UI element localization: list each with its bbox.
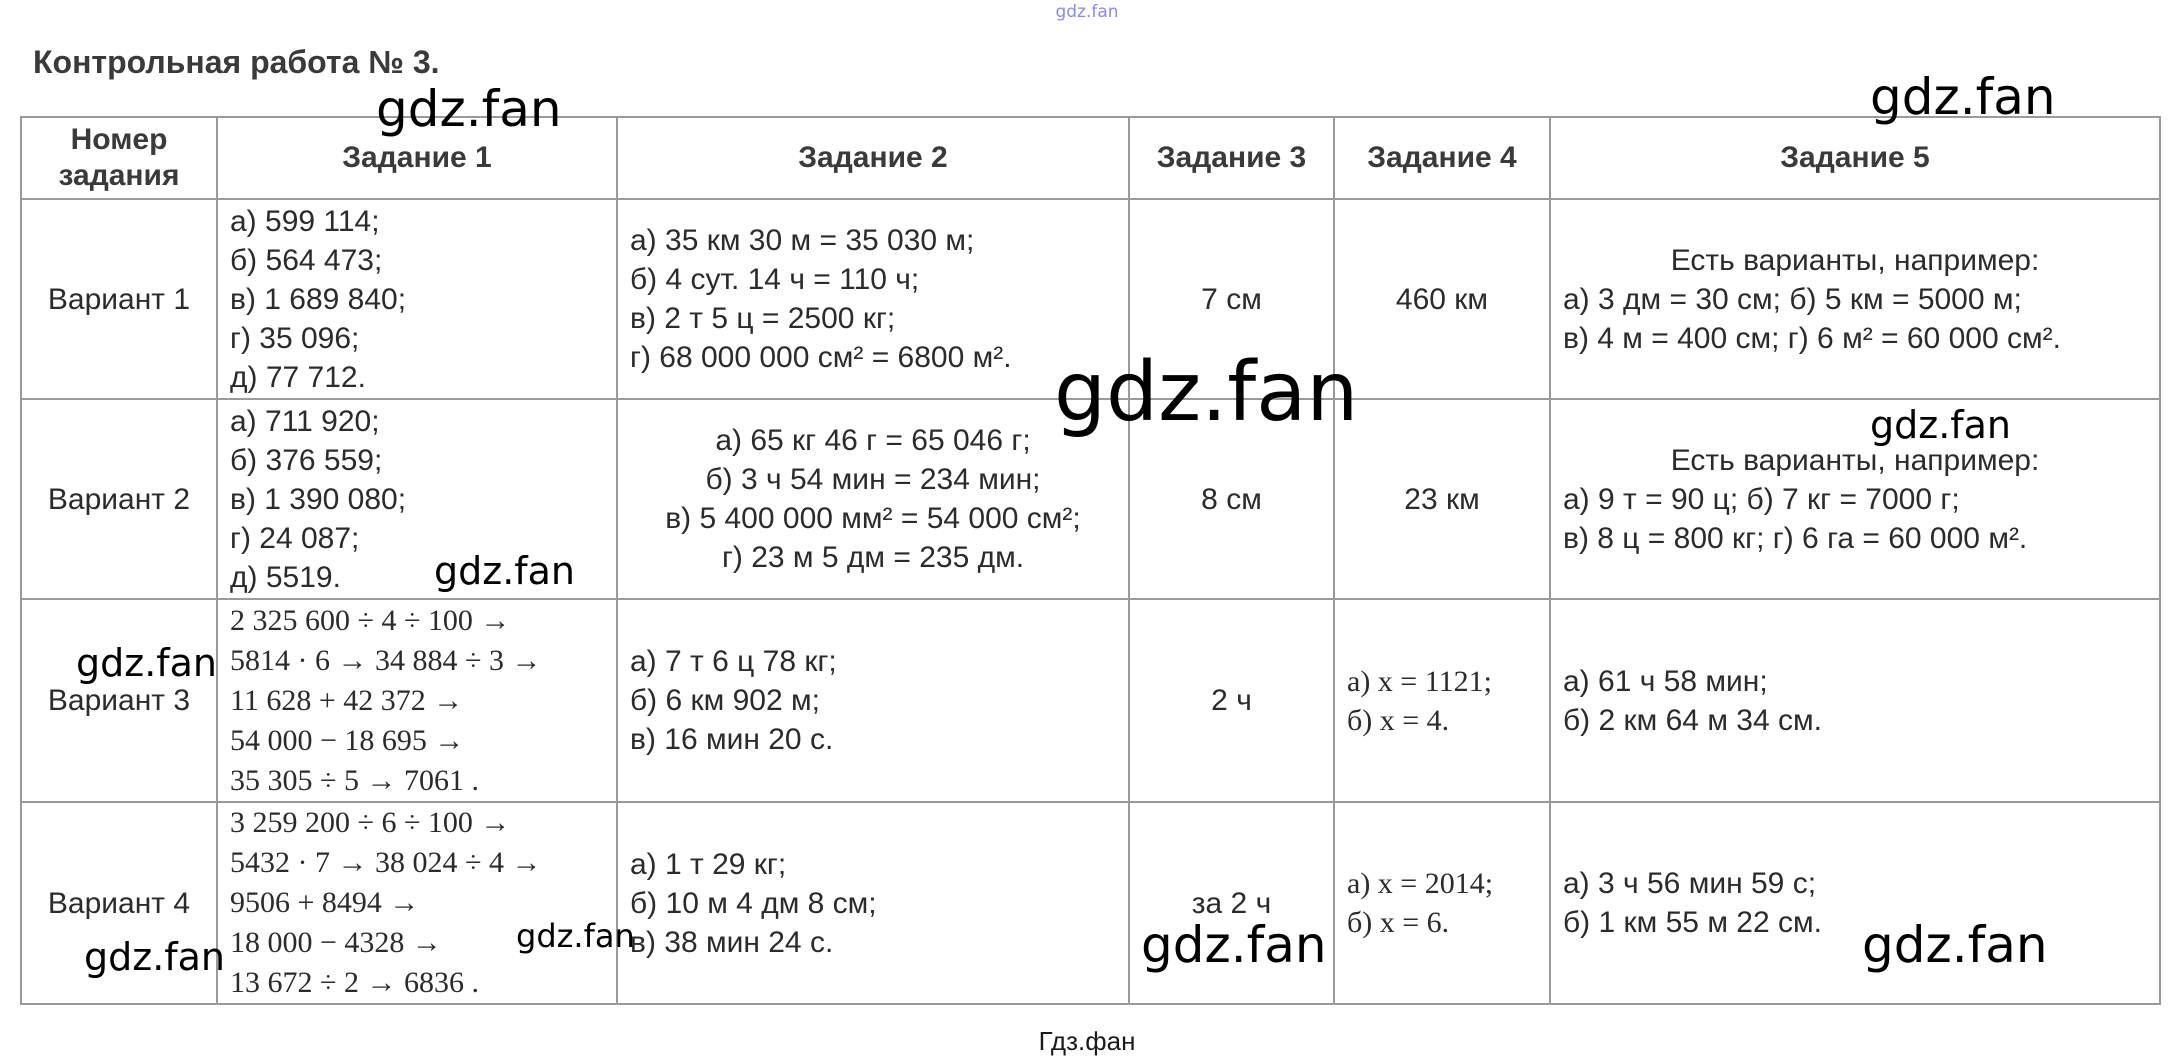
column-header: Номер задания — [21, 117, 217, 199]
task1-cell — [217, 802, 617, 1004]
answer-line: в) 1 689 840; — [230, 282, 407, 316]
answer-line: г) 23 м 5 дм = 235 дм. — [721, 541, 1025, 574]
top-watermark: gdz.fan — [1055, 2, 1119, 22]
task4-cell — [1334, 802, 1550, 1004]
answer-line: 5814 · 6 → 34 884 ÷ 3 → — [230, 643, 542, 677]
answer-line: а) 1 т 29 кг; — [630, 847, 787, 881]
watermark: gdz.fan — [1870, 403, 2012, 447]
answer-line: 2 325 600 ÷ 4 ÷ 100 → — [230, 603, 511, 637]
answer-line: б) 3 ч 54 мин = 234 мин; — [705, 463, 1041, 496]
answer-line: 13 672 ÷ 2 → 6836 . — [230, 966, 479, 999]
answer-line: г) 24 087; — [230, 521, 360, 555]
column-header: Задание 4 — [1334, 117, 1550, 199]
answer-line: а) 711 920; — [230, 404, 380, 438]
task4-cell — [1334, 399, 1550, 599]
answer-line: в) 38 мин 24 с. — [630, 925, 834, 959]
answer-line: 3 259 200 ÷ 6 ÷ 100 → — [230, 806, 511, 839]
watermark: gdz.fan — [516, 917, 635, 955]
watermark: gdz.fan — [1862, 916, 2048, 974]
answer-line: 35 305 ÷ 5 → 7061 . — [230, 763, 479, 797]
task4-cell — [1334, 599, 1550, 802]
answer-line: б) 10 м 4 дм 8 см; — [630, 886, 877, 920]
answer-line: г) 35 096; — [230, 321, 360, 355]
answer-line: б) 1 км 55 м 22 см. — [1563, 906, 1822, 939]
watermark: gdz.fan — [376, 80, 562, 138]
page-title: Контрольная работа № 3. — [33, 44, 440, 80]
task5-cell — [1550, 399, 2160, 599]
answer-line: а) 65 кг 46 г = 65 046 г; — [715, 424, 1031, 457]
answer-line: в) 4 м = 400 см; г) 6 м² = 60 000 см². — [1563, 321, 2061, 355]
answer-line: а) 35 км 30 м = 35 030 м; — [630, 224, 975, 257]
watermark: gdz.fan — [1870, 68, 2056, 126]
watermark: gdz.fan — [434, 549, 576, 593]
answer-line: а) x = 2014; — [1347, 867, 1494, 900]
task2-cell — [617, 599, 1129, 802]
answer-line: в) 1 390 080; — [230, 482, 407, 516]
watermark: gdz.fan — [76, 641, 218, 685]
table-row — [21, 802, 2160, 1004]
task5-cell — [1550, 802, 2160, 1004]
answer-line: б) x = 4. — [1347, 703, 1450, 737]
task3-cell: 2 ч — [1129, 599, 1334, 802]
task2-cell — [617, 199, 1129, 399]
answer-note: Есть варианты, например: — [1670, 443, 2040, 477]
row-label: Вариант 3 — [21, 599, 217, 802]
task5-cell — [1550, 599, 2160, 802]
answer-line: 18 000 − 4328 → — [230, 926, 442, 959]
answer-line: б) 6 км 902 м; — [630, 684, 820, 717]
answer-line: в) 16 мин 20 с. — [630, 723, 834, 756]
answer-line: а) 61 ч 58 мин; — [1563, 664, 1768, 698]
answer-line: в) 2 т 5 ц = 2500 кг; — [630, 302, 896, 335]
table-header-row — [21, 117, 2160, 199]
answer-line: 460 км — [1395, 282, 1489, 316]
answer-line: б) 376 559; — [230, 443, 383, 477]
answer-line: а) x = 1121; — [1347, 664, 1492, 698]
answer-line: б) 2 км 64 м 34 см. — [1563, 703, 1822, 737]
answer-line: а) 599 114; — [230, 204, 380, 238]
answer-line: 23 км — [1404, 482, 1480, 516]
answer-line: в) 8 ц = 800 кг; г) 6 га = 60 000 м². — [1563, 521, 2028, 555]
answer-line: д) 5519. — [230, 560, 341, 594]
task5-cell — [1550, 199, 2160, 399]
answer-line: 5432 · 7 → 38 024 ÷ 4 → — [230, 846, 542, 879]
row-label: Вариант 4 — [21, 802, 217, 1004]
answer-line: б) 4 сут. 14 ч = 110 ч; — [630, 263, 920, 296]
answer-line: 11 628 + 42 372 → — [230, 683, 464, 717]
table-row — [21, 599, 2160, 802]
answer-line: а) 7 т 6 ц 78 кг; — [630, 645, 837, 678]
footer-caption: Гдз.фан — [1038, 1026, 1136, 1056]
answer-note: Есть варианты, например: — [1670, 243, 2040, 277]
answer-line: 54 000 − 18 695 → — [230, 723, 465, 757]
task2-cell — [617, 399, 1129, 599]
answer-line: в) 5 400 000 мм² = 54 000 см²; — [665, 502, 1081, 535]
watermark: gdz.fan — [1054, 345, 1359, 440]
answer-line: б) 564 473; — [230, 243, 383, 277]
row-label: Вариант 1 — [21, 199, 217, 399]
column-header: Задание 5 — [1550, 117, 2160, 199]
answer-line: а) 3 дм = 30 см; б) 5 км = 5000 м; — [1563, 282, 2022, 316]
watermark: gdz.fan — [84, 935, 226, 979]
task1-cell — [217, 599, 617, 802]
column-header: Задание 2 — [617, 117, 1129, 199]
task2-cell — [617, 802, 1129, 1004]
watermark: gdz.fan — [1141, 916, 1327, 974]
task3-cell: 8 см — [1129, 399, 1334, 599]
task4-cell — [1334, 199, 1550, 399]
answer-line: 9506 + 8494 → — [230, 886, 420, 919]
answer-line: г) 68 000 000 см² = 6800 м². — [630, 341, 1012, 374]
task1-cell — [217, 199, 617, 399]
answer-line: б) x = 6. — [1347, 906, 1450, 939]
column-header: Задание 1 — [217, 117, 617, 199]
answer-line: а) 9 т = 90 ц; б) 7 кг = 7000 г; — [1563, 482, 1960, 516]
answer-line: а) 3 ч 56 мин 59 с; — [1563, 867, 1817, 900]
column-header: Задание 3 — [1129, 117, 1334, 199]
answers-table — [20, 116, 2161, 1005]
answer-line: д) 77 712. — [230, 360, 366, 394]
task3-cell: 7 см — [1129, 199, 1334, 399]
task3-cell: за 2 ч — [1129, 802, 1334, 1004]
row-label: Вариант 2 — [21, 399, 217, 599]
